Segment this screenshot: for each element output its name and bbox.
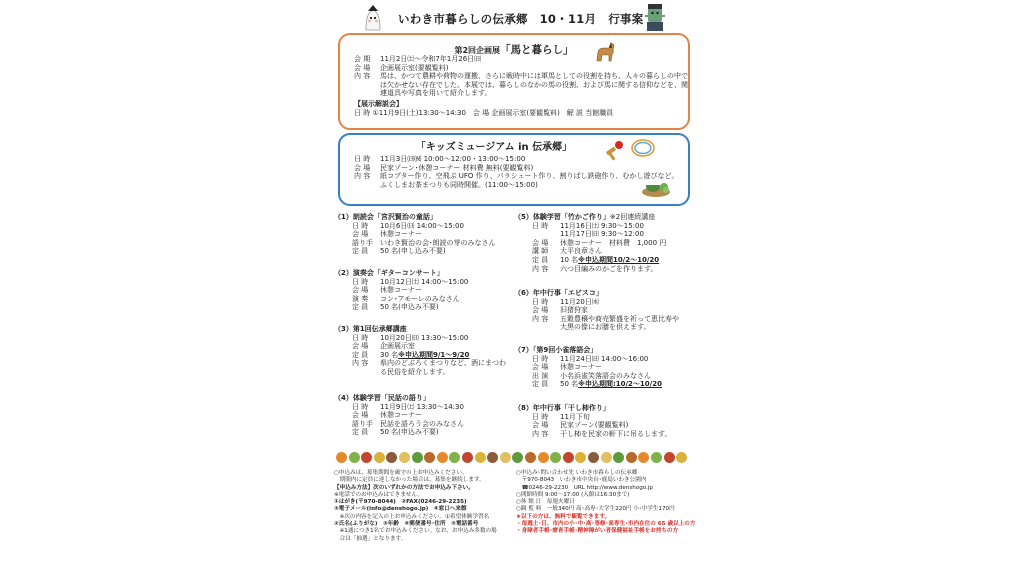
event-4 bbox=[334, 394, 464, 437]
event-row: 会 場 休憩コーナー bbox=[352, 286, 422, 295]
vegetable-icon bbox=[336, 452, 347, 463]
event-row: 定 員 30 名※申込期間9/1～9/20 bbox=[352, 350, 470, 359]
footer-line: 〒970-8043 いわき市中央台･鹿島いわき公園内 bbox=[516, 477, 647, 484]
talk-heading: 【展示解説会】 bbox=[354, 100, 403, 108]
footer-note: ★以下の方は、無料で観覧できます。 bbox=[516, 513, 611, 520]
footer-note: ・毎週土･日、市内の小･中･高･専修･高専生･市内在住の 65 歳以上の方 bbox=[516, 521, 696, 528]
kids-row: 内 容 紙コプター作り、空飛ぶ UFO 作り、パラシュート作り、割りばし鉄砲作り、むかし遊びなど。 bbox=[354, 172, 679, 181]
kids-row: 会 場 民家ゾーン･休憩コーナー 材料費 無料(要観覧料) bbox=[354, 163, 534, 172]
vegetable-icon bbox=[626, 452, 637, 463]
ring-icon bbox=[630, 137, 656, 159]
event-row: る民俗を紹介します。 bbox=[380, 367, 450, 376]
vegetable-icon bbox=[613, 452, 624, 463]
vegetable-icon bbox=[550, 452, 561, 463]
vegetable-icon bbox=[437, 452, 448, 463]
event-6 bbox=[514, 289, 679, 332]
event-title: （6）年中行事「エビスコ」 bbox=[514, 289, 603, 297]
event-5 bbox=[514, 213, 666, 273]
event-row: 出 演 小名浜雀笑落語会のみなさん bbox=[532, 371, 651, 380]
vegetable-icon bbox=[525, 452, 536, 463]
event-7 bbox=[514, 346, 662, 389]
event-row: 会 場 休憩コーナー 材料費 1,000 円 bbox=[532, 238, 667, 247]
event-row: 会 場 休憩コーナー bbox=[532, 363, 602, 372]
event-row: 内 容 五穀豊穣や商売繁盛を祈って恵比寿や bbox=[532, 314, 679, 323]
event-row: 日 時 10月20日㈰ 13:30～15:00 bbox=[352, 333, 469, 342]
event-row: 日 時 11月16日㈯ 9:30～15:00 bbox=[532, 221, 644, 230]
footer-note: ・身障者手帳･療育手帳･精神障がい者保健福祉手帳をお持ちの方 bbox=[516, 528, 679, 535]
vegetable-border bbox=[336, 452, 688, 466]
vegetable-icon bbox=[399, 452, 410, 463]
event-row: 会 場 企画展示室 bbox=[352, 342, 415, 351]
footer-line: ③電子メール(info@denshogo.jp) ④窓口へ来館 bbox=[334, 506, 467, 513]
vegetable-icon bbox=[386, 452, 397, 463]
vegetable-icon bbox=[563, 452, 574, 463]
event-row: 内 容 六つ目編みのかごを作ります。 bbox=[532, 264, 658, 273]
event-row: 会 場 旧猪狩家 bbox=[532, 306, 588, 315]
event-title: （5）体験学習「竹かご作り」※2回連続講座 bbox=[514, 213, 656, 221]
footer-line: ○休 館 日 毎週火曜日 bbox=[516, 499, 575, 506]
event-title: （1）朗読会「宮沢賢治の童話」 bbox=[334, 213, 437, 221]
vegetable-icon bbox=[538, 452, 549, 463]
exhibition-row: 連道具や写真を用いて紹介します。 bbox=[380, 89, 492, 98]
footer-right bbox=[516, 470, 696, 536]
event-row: 語り手 民話を語ろう会のみなさん bbox=[352, 419, 464, 428]
vegetable-icon bbox=[500, 452, 511, 463]
vegetable-icon bbox=[449, 452, 460, 463]
application-period: ※申込期間:10/2～10/20 bbox=[578, 380, 662, 389]
footer-line: 期間内に定員に達しなかった場合は、募集を継続します。 bbox=[334, 477, 485, 484]
footer-line: ○申込み･問い合わせ先 いわき市暮らしの伝承郷 bbox=[516, 470, 638, 476]
footer-line: ○観 覧 料 一般340円 高･高専･大学生220円 小･中学生170円 bbox=[516, 506, 675, 513]
application-period: ※申込期間10/2～10/20 bbox=[578, 255, 660, 264]
vegetable-icon bbox=[349, 452, 360, 463]
footer-line: ※次の内容を記入の上お申込みください。①希望体験学習名 bbox=[334, 513, 490, 520]
event-row: 日 時 11月20日㈬ bbox=[532, 297, 599, 306]
flyer-page bbox=[328, 0, 696, 576]
footer-line: ○申込みは、募集期間を厳守の上お申込みください。 bbox=[334, 470, 468, 476]
page-title: いわき市暮らしの伝承郷 10・11月 行事案 bbox=[398, 12, 644, 26]
event-row: 語り手 いわき賢治の会･朗読の芽のみなさん bbox=[352, 238, 496, 247]
kids-title: 「キッズミュージアム in 伝承郷」 bbox=[415, 142, 573, 153]
exhibition-row: 内 容 馬は、かつて農耕や荷物の運搬、さらに戦時中には軍馬としての役割を持ち、人々の暮らしの中で bbox=[354, 72, 688, 81]
vegetable-icon bbox=[575, 452, 586, 463]
exhibition-row: 会 期 11月2日㈯～令和7年1月26日㈰ bbox=[354, 55, 482, 63]
event-row: 定 員 50 名(申込み不要) bbox=[352, 303, 439, 312]
vegetable-icon bbox=[361, 452, 372, 463]
event-row: 内 容 県内のどぶろくまつりなど、酒にまつわ bbox=[352, 359, 506, 368]
exhibition-row: 会 場 企画展示室(要観覧料) bbox=[354, 63, 449, 72]
event-8 bbox=[514, 404, 671, 438]
vegetable-icon bbox=[412, 452, 423, 463]
header bbox=[328, 0, 696, 34]
event-title: （8）年中行事「干し柿作り」 bbox=[514, 404, 610, 412]
event-row: 日 時 10月12日㈯ 14:00～15:00 bbox=[352, 277, 469, 286]
ghost-icon bbox=[362, 4, 384, 32]
footer-line: ※1通につき1名でお申込みください。なお、お申込み多数の場 bbox=[334, 528, 497, 535]
event-row: 11月17日㈰ 9:30～12:00 bbox=[560, 230, 644, 239]
talk-row: 日 時 ①11月9日(土)13:30～14:30 会 場 企画展示室(要観覧料) 解 説 当館職員 bbox=[354, 109, 614, 117]
event-row: 会 場 休憩コーナー bbox=[352, 411, 422, 420]
event-title: （2）演奏会「ギターコンサート」 bbox=[334, 269, 444, 277]
footer-line: ☎0246-29-2230 URL http://www.denshogo.jp bbox=[516, 484, 653, 491]
vegetable-icon bbox=[638, 452, 649, 463]
kids-row: ふくしまお茶まつりも同時開催。(11:00～15:00) bbox=[380, 180, 538, 189]
vegetable-icon bbox=[601, 452, 612, 463]
event-1 bbox=[334, 213, 496, 256]
vegetable-icon bbox=[475, 452, 486, 463]
event-row: 日 時 11月24日㈰ 14:00～16:00 bbox=[532, 354, 649, 363]
footer-line: ※電話でのお申込みはできません。 bbox=[334, 491, 423, 498]
event-3 bbox=[334, 325, 506, 377]
event-title: （4）体験学習「民話の語り」 bbox=[334, 394, 430, 402]
event-title: （7）「第9回小雀落語会」 bbox=[514, 346, 598, 354]
footer-line: 【申込み方法】次のいずれかの方法でお申込み下さい。 bbox=[334, 484, 474, 491]
vegetable-icon bbox=[664, 452, 675, 463]
vegetable-icon bbox=[588, 452, 599, 463]
event-row: 会 場 民家ゾーン(要観覧料) bbox=[532, 421, 629, 430]
footer-line: ②氏名(ふりがな) ③年齢 ④郵便番号･住所 ⑤電話番号 bbox=[334, 521, 479, 528]
event-row: 講 師 大平良章さん bbox=[532, 247, 602, 256]
event-row: 定 員 50 名※申込期間:10/2～10/20 bbox=[532, 380, 662, 389]
vegetable-icon bbox=[512, 452, 523, 463]
kendama-icon bbox=[602, 139, 624, 163]
event-row: 日 時 11月9日㈯ 13:30～14:30 bbox=[352, 402, 464, 411]
event-row: 会 場 休憩コーナー bbox=[352, 230, 422, 239]
event-row: 大黒の像にお膳を供えます。 bbox=[560, 323, 651, 332]
kids-museum-box bbox=[338, 133, 690, 206]
event-row: 日 時 11月下旬 bbox=[532, 412, 590, 421]
exhibition-box bbox=[338, 33, 690, 130]
footer-line: 合は「抽選」となります。 bbox=[334, 535, 407, 542]
event-row: 定 員 50 名(申し込み不要) bbox=[352, 247, 446, 256]
footer-line: ①はがき(〒970-8044) ②FAX(0246-29-2235) bbox=[334, 499, 467, 506]
application-period: ※申込期間9/1～9/20 bbox=[398, 350, 470, 359]
vegetable-icon bbox=[424, 452, 435, 463]
footer-line: ○開館時間 9:00～17:00 (入館は16:30まで) bbox=[516, 491, 630, 498]
vegetable-icon bbox=[462, 452, 473, 463]
footer-left bbox=[334, 470, 497, 543]
event-row: 演 奏 コン･アモーレのみなさん bbox=[352, 294, 460, 303]
vegetable-icon bbox=[651, 452, 662, 463]
event-2 bbox=[334, 269, 468, 312]
vegetable-icon bbox=[676, 452, 687, 463]
horse-icon bbox=[592, 39, 618, 65]
vegetable-icon bbox=[487, 452, 498, 463]
event-row: 定 員 10 名※申込期間10/2～10/20 bbox=[532, 255, 660, 264]
event-row: 日 時 10月6日㈰ 14:00～15:00 bbox=[352, 221, 464, 230]
kids-row: 日 時 11月3日㈰㈷ 10:00～12:00・13:00～15:00 bbox=[354, 155, 526, 163]
frankenstein-icon bbox=[644, 2, 666, 32]
exhibition-row: は欠かせない存在でした。本展では、暮らしのなかの馬の役割、および馬に関する信仰などを、関 bbox=[380, 80, 688, 89]
exhibition-title: 第2回企画展「馬と暮らし」 bbox=[454, 44, 574, 56]
event-title: （3）第1回伝承郷講座 bbox=[334, 325, 407, 333]
event-row: 定 員 50 名(申込み不要) bbox=[352, 428, 439, 437]
event-row: 内 容 干し柿を民家の軒下に吊るします。 bbox=[532, 429, 672, 438]
vegetable-icon bbox=[374, 452, 385, 463]
